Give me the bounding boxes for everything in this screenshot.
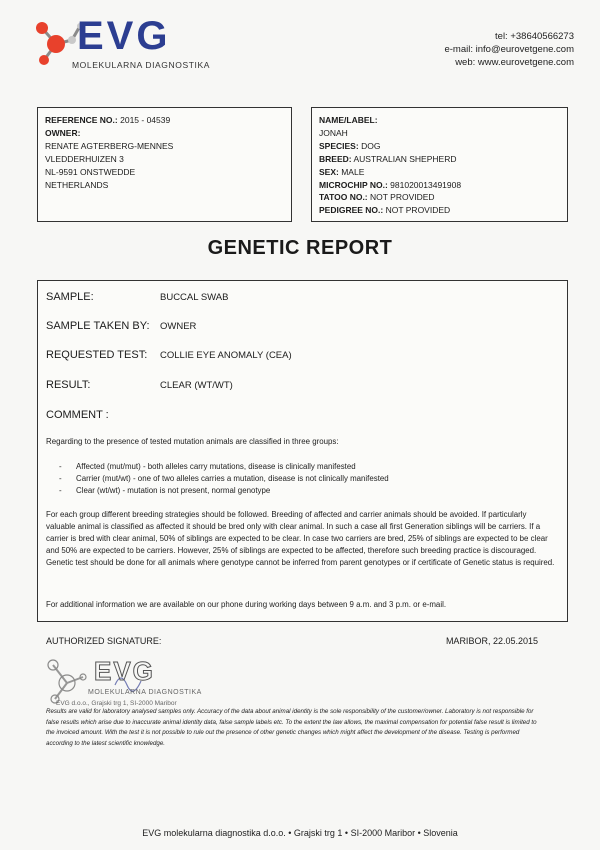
pedigree-line: [319, 204, 560, 217]
microchip-value: 981020013491908: [390, 179, 462, 190]
contact-web: web: www.eurovetgene.com: [455, 57, 574, 68]
contact-email: e-mail: info@eurovetgene.com: [444, 44, 574, 55]
comment-label: COMMENT :: [46, 409, 109, 421]
sex-line: [319, 166, 560, 179]
result-value: CLEAR (WT/WT): [160, 380, 233, 391]
species-label: SPECIES:: [319, 140, 359, 151]
taken-label: SAMPLE TAKEN BY:: [46, 320, 150, 332]
breed-label: BREED:: [319, 153, 352, 164]
species-line: [319, 140, 560, 153]
test-value: COLLIE EYE ANOMALY (CEA): [160, 350, 292, 361]
sample-value: BUCCAL SWAB: [160, 292, 229, 303]
name-value: JONAH: [319, 127, 348, 138]
list-item: - Clear (wt/wt) - mutation is not present, normal genotype: [59, 485, 571, 497]
species-value: DOG: [361, 140, 381, 151]
contact-phone: tel: +38640566273: [495, 31, 574, 42]
result-label: RESULT:: [46, 379, 91, 391]
signature-label: AUTHORIZED SIGNATURE:: [46, 636, 162, 646]
pedigree-value: NOT PROVIDED: [385, 205, 451, 216]
contact-note: For additional information we are available on our phone during working days between 9 a.m. and 3 p.m. or e-mail.: [46, 600, 447, 609]
sample-label: SAMPLE:: [46, 291, 94, 303]
tatoo-value: NOT PROVIDED: [370, 192, 435, 203]
name-label: NAME/LABEL:: [319, 115, 378, 125]
breeding-paragraph: For each group different breeding strategies should be followed. Breeding of affected and carrier animals should be avoided. If particularly valuable animal is classified as affected it should be bred only with clear animal. In such a case all first Generation siblings will be carriers. If a carrier is bred with clear animal, 50% of siblings are expected to be clear. In case two carriers are bred, 25% of siblings are expected to be clear and 50% are expected to be carriers. However, 25% of siblings are expected to be affected, therefore such breeding practice is discouraged. Genetic test should be done for all animals where genotype cannot be inferred from parent genotypes or if certificate of Genetic status is required.: [46, 510, 555, 568]
owner-label: OWNER:: [45, 127, 81, 138]
owner-line: VLEDDERHUIZEN 3: [45, 153, 124, 164]
test-label: REQUESTED TEST:: [46, 349, 148, 361]
pedigree-label: PEDIGREE NO.:: [319, 205, 384, 216]
microchip-line: [319, 179, 560, 192]
logo-wordmark: EVG: [77, 14, 171, 58]
stamp-address: EVG d.o.o., Grajski trg 1, SI-2000 Maribor: [56, 700, 177, 707]
tatoo-label: TATOO NO.:: [319, 192, 368, 203]
report-title: GENETIC REPORT: [207, 237, 393, 259]
report-box: [37, 280, 568, 622]
owner-box: [37, 107, 292, 222]
reference-label: REFERENCE NO.:: [45, 115, 118, 125]
sex-value: MALE: [341, 166, 365, 177]
legal-disclaimer: Results are valid for laboratory analysed samples only. Accuracy of the data about animal identity is the sole responsibility of the customer/owner. Laboratory is not responsible for false results which arise due to inaccurate animal identity data, false sample labels etc. To the extent the law allows, the maximal compensation for potential false result is limited to the invoiced amount. With the test it is not possible to rule out the presence of other genetic changes which might affect the development of the disease. Testing is performed according to the latest scientific knowledge.: [46, 708, 537, 747]
page-footer: EVG molekularna diagnostika d.o.o. • Grajski trg 1 • SI-2000 Maribor • Slovenia: [142, 828, 458, 838]
owner-line: NL-9591 ONSTWEDDE: [45, 166, 136, 177]
microchip-label: MICROCHIP NO.:: [319, 179, 388, 190]
sex-label: SEX:: [319, 166, 339, 177]
reference-value: 2015 - 04539: [120, 115, 171, 125]
owner-line: RENATE AGTERBERG-MENNES: [45, 140, 174, 151]
breed-value: AUSTRALIAN SHEPHERD: [353, 153, 457, 164]
owner-line: NETHERLANDS: [45, 179, 109, 190]
place-date: MARIBOR, 22.05.2015: [445, 636, 538, 646]
taken-value: OWNER: [160, 321, 197, 332]
reference-line: [45, 114, 284, 127]
logo-subtitle: MOLEKULARNA DIAGNOSTIKA: [72, 60, 211, 70]
classification-intro: Regarding to the presence of tested mutation animals are classified in three groups:: [46, 437, 339, 446]
stamp-subtitle: MOLEKULARNA DIAGNOSTIKA: [88, 689, 202, 696]
stamp-wordmark: EVG: [94, 656, 155, 686]
animal-box: [311, 107, 568, 222]
contact-block: [444, 30, 574, 69]
breed-line: [319, 153, 560, 166]
list-item: - Carrier (mut/wt) - one of two alleles carries a mutation, disease is not clinically manifested: [59, 473, 571, 485]
group-list: [46, 461, 571, 497]
tatoo-line: [319, 191, 560, 204]
list-item: - Affected (mut/mut) - both alleles carry mutations, disease is clinically manifested: [59, 461, 571, 473]
